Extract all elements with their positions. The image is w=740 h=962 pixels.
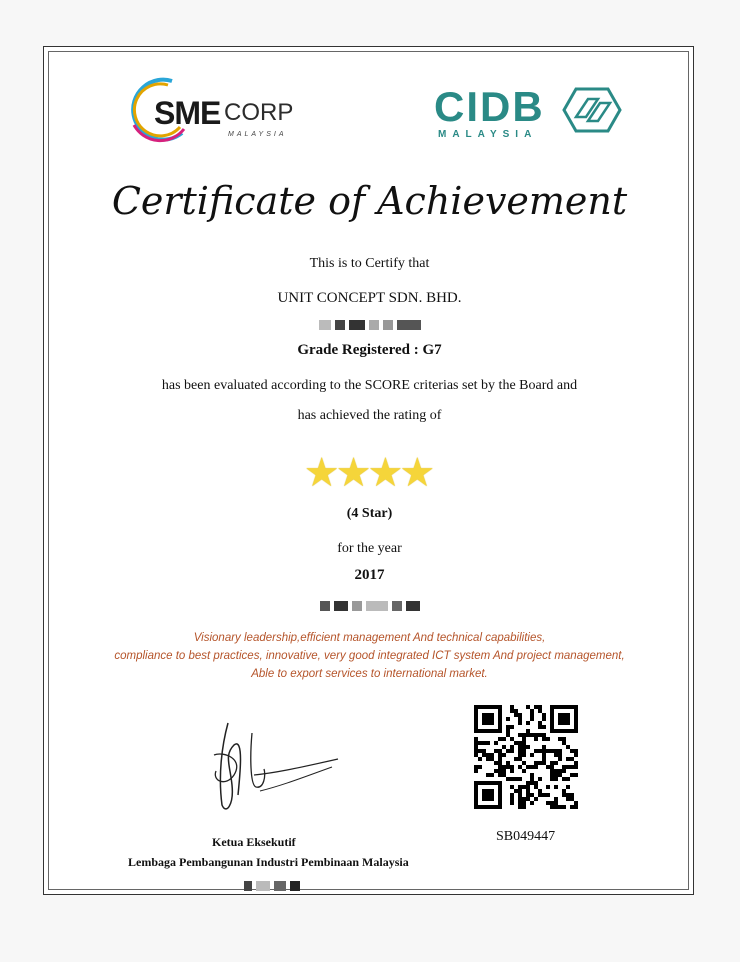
star-rating xyxy=(44,449,695,496)
smecorp-logo xyxy=(124,75,304,155)
description-line-1: Visionary leadership,efficient management And technical capabilities, xyxy=(193,632,546,644)
evaluation-line-2: has achieved the rating of xyxy=(297,408,442,423)
redacted-reference xyxy=(44,597,695,615)
star-icon: ★ xyxy=(335,450,372,495)
description-line-3: Able to export services to international market. xyxy=(251,668,488,680)
rating-label: (4 Star) xyxy=(346,506,393,521)
cidb-logo-main: CIDB xyxy=(434,83,545,130)
achievement-description xyxy=(44,629,695,683)
smecorp-logo-corp: CORP xyxy=(224,99,294,126)
signatory-title: Ketua Eksekutif xyxy=(212,835,296,849)
star-icon: ★ xyxy=(303,450,340,495)
smecorp-logo-country: MALAYSIA xyxy=(228,131,287,138)
evaluation-line-1: has been evaluated according to the SCORE criterias set by the Board and xyxy=(161,378,578,393)
certificate-border xyxy=(43,46,694,895)
star-icon: ★ xyxy=(399,450,436,495)
cidb-logo-country: MALAYSIA xyxy=(438,129,538,140)
certificate-title: Certificate of Achievement xyxy=(111,179,628,223)
cidb-logo xyxy=(434,83,634,153)
star-icon: ★ xyxy=(367,450,404,495)
signature-image xyxy=(204,715,344,825)
grade-registered: Grade Registered : G7 xyxy=(297,342,442,358)
description-line-2: compliance to best practices, innovative, very good integrated ICT system And project management, xyxy=(114,650,625,662)
certify-intro: This is to Certify that xyxy=(309,256,430,271)
redacted-signatory-name xyxy=(244,877,300,895)
signatory-organization: Lembaga Pembangunan Industri Pembinaan Malaysia xyxy=(128,855,409,869)
redacted-registration-number xyxy=(44,316,695,334)
year-value: 2017 xyxy=(354,567,385,583)
serial-number: SB049447 xyxy=(496,829,556,844)
company-name: UNIT CONCEPT SDN. BHD. xyxy=(277,290,462,306)
cidb-emblem-icon xyxy=(562,85,622,135)
smecorp-logo-main: SME xyxy=(154,95,221,131)
qr-code xyxy=(474,705,578,809)
year-label: for the year xyxy=(337,541,402,556)
